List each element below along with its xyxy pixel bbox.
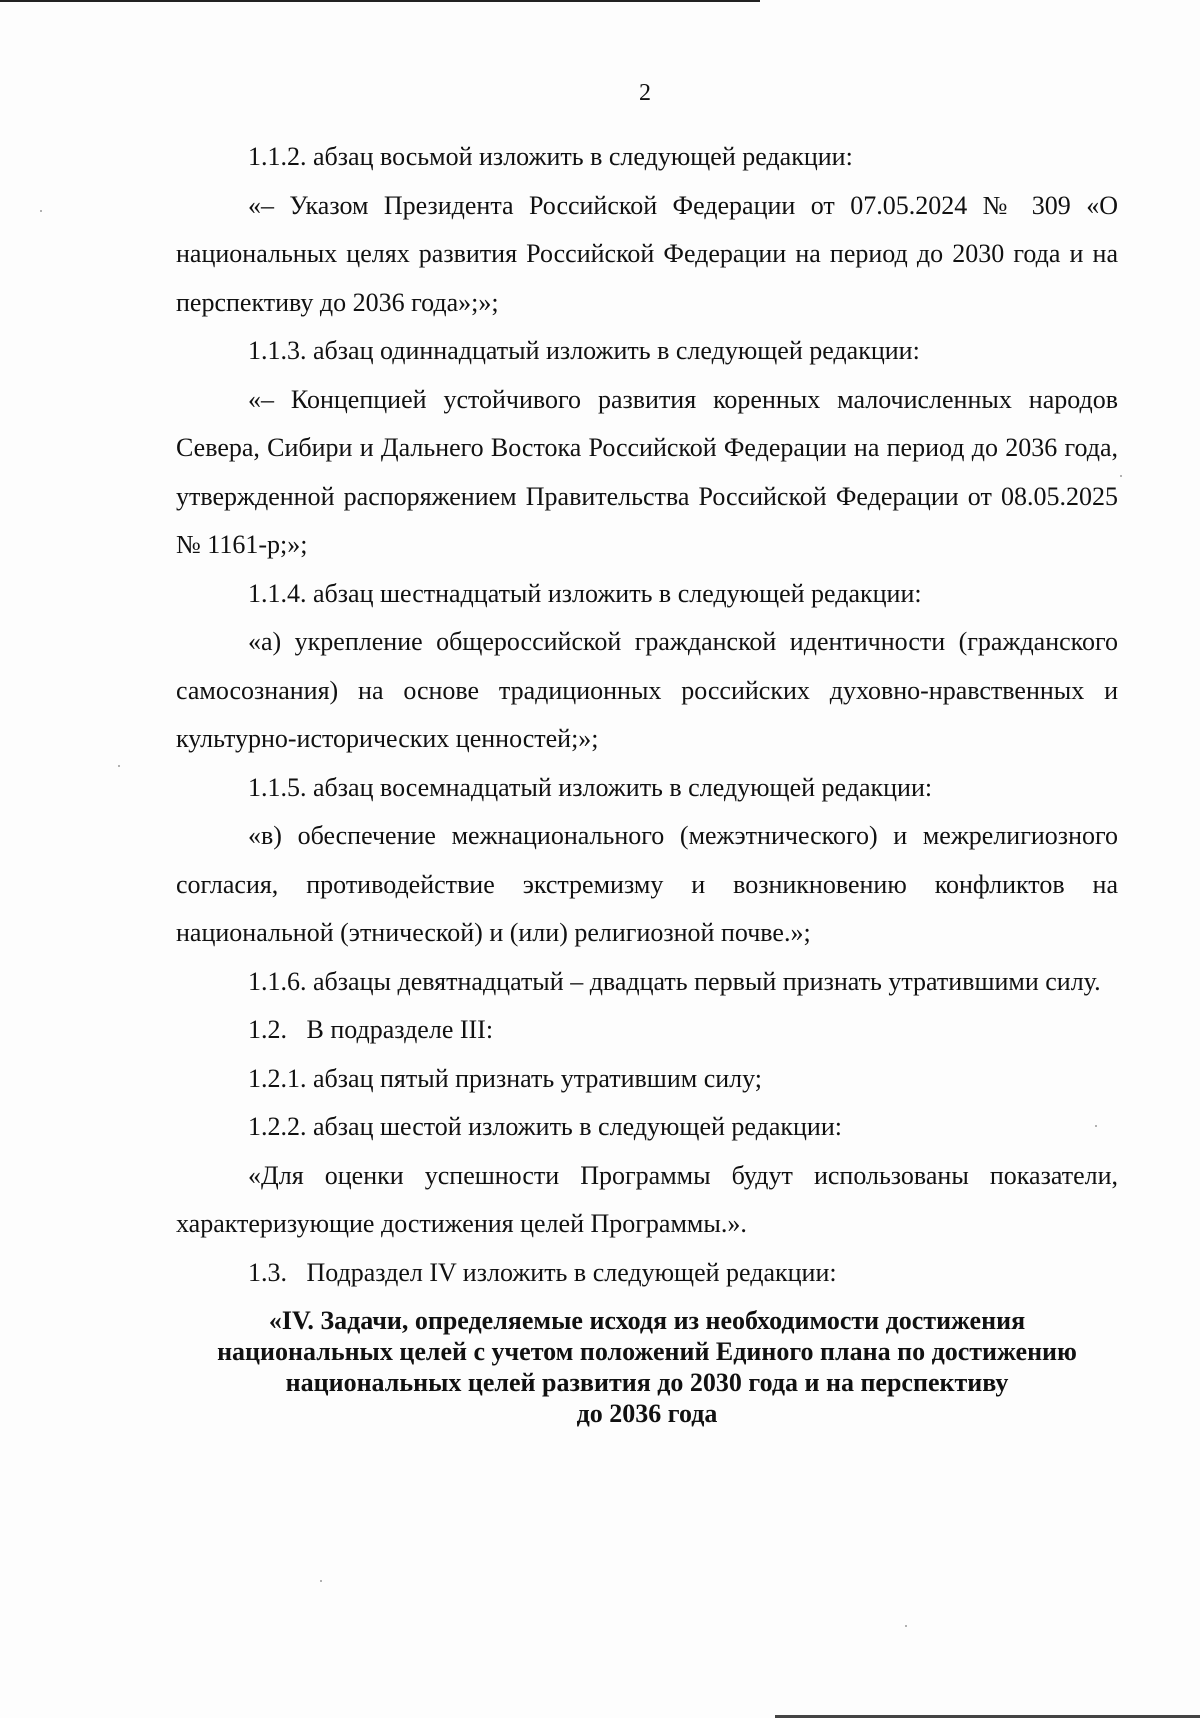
paragraph-1-1-3: 1.1.3. абзац одиннадцатый изложить в следующей редакции: xyxy=(248,336,920,365)
section-heading xyxy=(176,1305,1118,1429)
paragraph-1-2: 1.2. В подразделе III: xyxy=(248,1015,494,1044)
paragraph-1-2-2: 1.2.2. абзац шестой изложить в следующей редакции: xyxy=(248,1112,842,1141)
paragraph-1-1-6: 1.1.6. абзацы девятнадцатый – двадцать первый признать утратившими силу. xyxy=(248,966,1101,996)
paragraph-1-1-4: 1.1.4. абзац шестнадцатый изложить в следующей редакции: xyxy=(248,578,922,608)
paragraph-1-1-2: 1.1.2. абзац восьмой изложить в следующей редакции: xyxy=(248,142,853,171)
scan-speck xyxy=(40,210,42,212)
section-heading-line-4: до 2036 года xyxy=(576,1399,718,1428)
paragraph-item-v-quote: «в) обеспечение межнационального (межэтнического) и межрелигиозного согласия, противодействие экстремизму и возникновению конфликтов на национальной (этнической) и (или) религиозной почве.»; xyxy=(176,821,1118,947)
paragraph-item-a-quote: «а) укрепление общероссийской гражданской идентичности (гражданского самосознания) на основе традиционных российских духовно-нравственных и культурно-исторических ценностей;»; xyxy=(176,627,1118,753)
section-heading-line-3: национальных целей развития до 2030 года и на перспективу xyxy=(285,1368,1009,1397)
paragraph-evaluation-quote: «Для оценки успешности Программы будут использованы показатели, характеризующие достижения целей Программы.». xyxy=(176,1160,1118,1238)
section-heading-line-1: «IV. Задачи, определяемые исходя из необходимости достижения xyxy=(268,1306,1026,1335)
page-number: 2 xyxy=(639,80,651,106)
paragraph-1-3: 1.3. Подраздел IV изложить в следующей редакции: xyxy=(248,1257,837,1287)
scan-speck xyxy=(320,1580,322,1582)
scan-speck xyxy=(118,765,120,767)
paragraph-decree-quote: «– Указом Президента Российской Федерации от 07.05.2024 № 309 «О национальных целях развития Российской Федерации на период до 2030 года и на перспективу до 2036 года»;»; xyxy=(176,190,1118,317)
scan-speck xyxy=(1095,1125,1097,1127)
document-body xyxy=(176,133,1118,1429)
scan-speck xyxy=(905,1625,907,1627)
paragraph-1-2-1: 1.2.1. абзац пятый признать утратившим силу; xyxy=(248,1063,763,1093)
paragraph-concept-quote: «– Концепцией устойчивого развития коренных малочисленных народов Севера, Сибири и Дальнего Востока Российской Федерации на период до 2036 года, утвержденной распоряжением Правительства Российской Федерации от 08.05.2025 № 1161-р;»; xyxy=(176,384,1118,559)
scan-speck xyxy=(1120,475,1122,477)
section-heading-line-2: национальных целей с учетом положений Единого плана по достижению xyxy=(217,1337,1077,1366)
paragraph-1-1-5: 1.1.5. абзац восемнадцатый изложить в следующей редакции: xyxy=(248,772,933,802)
scan-edge-top xyxy=(0,0,760,2)
